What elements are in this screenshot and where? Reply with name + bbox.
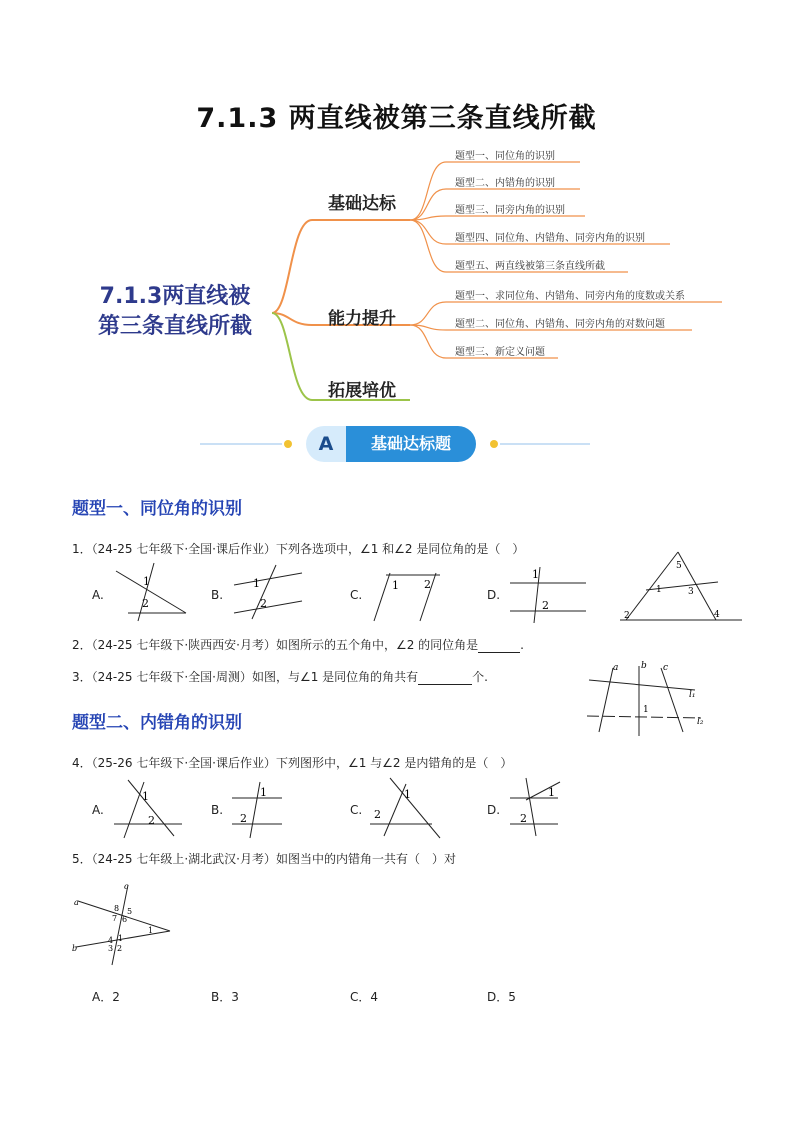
q4-option-c[interactable]: C. <box>350 803 363 817</box>
banner-text: 基础达标题 <box>346 426 476 462</box>
q3-text: 3．（24-25 七年级下·全国·周测）如图，与∠1 是同位角的角共有 <box>72 670 419 684</box>
q4a-label-1: 1 <box>142 790 149 803</box>
q1-figure-a <box>108 563 188 623</box>
q1-option-b[interactable]: B. <box>211 588 224 602</box>
q5-option-b[interactable]: B．3 <box>211 990 239 1004</box>
leaf-basic-4: 题型四、同位角、内错角、同旁内角的识别 <box>455 233 645 244</box>
q2-label-2: 2 <box>624 611 630 621</box>
banner-letter: A <box>306 426 346 462</box>
q2-label-1: 1 <box>656 585 662 595</box>
q1-option-c[interactable]: C. <box>350 588 363 602</box>
branch-extension: 拓展培优 <box>328 381 396 401</box>
q1c-label-1: 1 <box>392 579 399 592</box>
q3-text-end: 个. <box>472 670 488 684</box>
mindmap-center-line2: 第三条直线所截 <box>97 314 252 339</box>
question-3 <box>72 668 488 685</box>
q1c-label-2: 2 <box>424 578 431 591</box>
q1d-label-2: 2 <box>542 599 549 612</box>
section-title-1: 题型一、同位角的识别 <box>72 499 242 519</box>
q5-label-b: b <box>72 944 78 953</box>
mindmap-center-line1: 7.1.3两直线被 <box>99 284 251 309</box>
leaf-adv-2: 题型二、同位角、内错角、同旁内角的对数问题 <box>455 319 665 330</box>
q1a-label-2: 2 <box>142 597 149 610</box>
q5-label-3: 3 <box>108 944 114 953</box>
q2-label-3: 3 <box>688 587 694 597</box>
q3-label-a: a <box>613 663 619 673</box>
q5-option-c[interactable]: C．4 <box>350 990 379 1004</box>
question-4: 4．（25-26 七年级下·全国·课后作业）下列图形中，∠1 与∠2 是内错角的是（ ） <box>72 756 513 770</box>
q4a-label-2: 2 <box>148 814 155 827</box>
q2-text-end: . <box>520 638 524 652</box>
branch-basic: 基础达标 <box>328 194 396 214</box>
q3-label-b: b <box>641 661 647 671</box>
q2-label-5: 5 <box>676 561 682 571</box>
q1b-label-1: 1 <box>253 577 260 590</box>
question-5: 5．（24-25 七年级上·湖北武汉·月考）如图当中的内错角一共有（ ）对 <box>72 852 456 866</box>
q5-label-c: c <box>124 882 129 891</box>
mindmap-connectors <box>0 0 793 420</box>
q3-label-l1: l₁ <box>689 690 696 700</box>
leaf-basic-2: 题型二、内错角的识别 <box>455 178 555 189</box>
question-2 <box>72 636 524 653</box>
leaf-basic-5: 题型五、两直线被第三条直线所截 <box>455 261 605 272</box>
section-title-2: 题型二、内错角的识别 <box>72 713 242 733</box>
q4-figure-a <box>110 778 190 840</box>
q5-label-7: 7 <box>112 914 118 923</box>
q4c-label-1: 1 <box>404 788 411 801</box>
q4-figure-c <box>366 776 456 840</box>
q1-figure-d <box>506 563 586 623</box>
q4d-label-2: 2 <box>520 812 527 825</box>
q3-answer-blank[interactable] <box>418 672 472 685</box>
q4-figure-b <box>228 778 308 840</box>
q1-option-a[interactable]: A. <box>92 588 104 602</box>
q1-figure-b <box>228 563 308 623</box>
q1a-label-1: 1 <box>143 575 150 588</box>
q5-option-a[interactable]: A．2 <box>92 990 120 1004</box>
q4d-label-1: 1 <box>548 786 555 799</box>
q3-label-l2: l₂ <box>697 717 704 727</box>
q1b-label-2: 2 <box>260 597 267 610</box>
q1-figure-c <box>368 563 448 623</box>
q1d-label-1: 1 <box>532 568 539 581</box>
q2-answer-blank[interactable] <box>478 640 520 653</box>
q2-text: 2．（24-25 七年级下·陕西西安·月考）如图所示的五个角中，∠2 的同位角是 <box>72 638 479 652</box>
branch-advanced: 能力提升 <box>328 309 396 329</box>
q4c-label-2: 2 <box>374 808 381 821</box>
q5-label-2: 2 <box>117 944 123 953</box>
q4-option-b[interactable]: B. <box>211 803 224 817</box>
q5-label-1: 1 <box>118 934 124 943</box>
q4b-label-2: 2 <box>240 812 247 825</box>
page-title: 7.1.3 两直线被第三条直线所截 <box>196 103 597 134</box>
q2-label-4: 4 <box>714 610 720 620</box>
q3-label-c: c <box>663 663 669 673</box>
q5-option-d[interactable]: D．5 <box>487 990 516 1004</box>
q5-figure <box>72 883 172 968</box>
q4b-label-1: 1 <box>260 786 267 799</box>
q5-label-8: 8 <box>114 904 120 913</box>
q5-label-6: 6 <box>122 915 128 924</box>
q4-option-d[interactable]: D. <box>487 803 501 817</box>
leaf-basic-1: 题型一、同位角的识别 <box>455 151 555 162</box>
section-banner <box>306 426 476 462</box>
q5-label-a: a <box>74 898 79 907</box>
q4-option-a[interactable]: A. <box>92 803 104 817</box>
q5-label-5: 5 <box>127 907 133 916</box>
q2-figure <box>618 550 743 625</box>
leaf-adv-3: 题型三、新定义问题 <box>455 347 545 358</box>
q1-option-d[interactable]: D. <box>487 588 501 602</box>
q3-figure <box>583 660 708 740</box>
leaf-basic-3: 题型三、同旁内角的识别 <box>455 205 565 216</box>
q4-figure-d <box>506 776 586 838</box>
q3-label-1: 1 <box>643 705 649 715</box>
mindmap-center <box>80 282 270 342</box>
leaf-adv-1: 题型一、求同位角、内错角、同旁内角的度数或关系 <box>455 291 685 302</box>
q5-label-9: 1 <box>148 926 154 935</box>
q5-label-4: 4 <box>108 936 114 945</box>
question-1: 1．（24-25 七年级下·全国·课后作业）下列各选项中，∠1 和∠2 是同位角的是（ ） <box>72 542 525 556</box>
